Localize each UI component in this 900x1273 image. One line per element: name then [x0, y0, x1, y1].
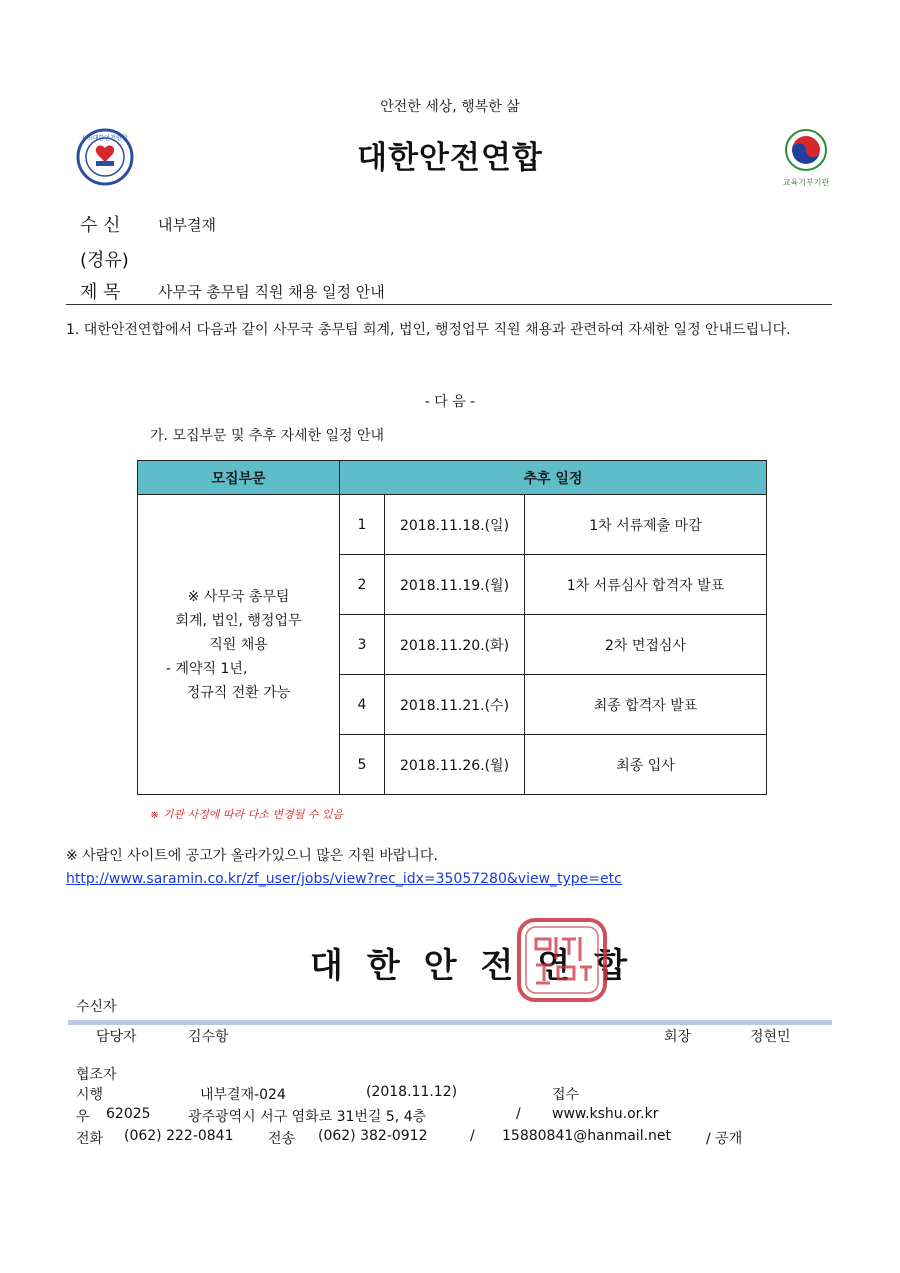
receipt-label: 접수: [552, 1087, 580, 1103]
footer-org-name: 대한안전연합: [310, 946, 652, 986]
row-number: 3: [340, 615, 385, 675]
row-date: 2018.11.18.(일): [385, 495, 525, 555]
row-date: 2018.11.19.(월): [385, 555, 525, 615]
header-category: 모집부문: [138, 461, 340, 495]
footer-divider-bar: [68, 1020, 832, 1025]
row-event: 1차 서류제출 마감: [525, 495, 767, 555]
org-title: 대한안전연합: [357, 140, 543, 176]
address-separator: /: [516, 1106, 521, 1122]
enforce-label: 시행: [76, 1087, 104, 1103]
president-name: 정현민: [750, 1029, 791, 1045]
row-date: 2018.11.26.(월): [385, 735, 525, 795]
official-red-seal-icon: [516, 917, 608, 1003]
row-event: 1차 서류심사 합격자 발표: [525, 555, 767, 615]
category-line: 회계, 법인, 행정업무: [175, 612, 302, 629]
category-line: ※ 사무국 총무팀: [187, 588, 290, 605]
header-schedule: 추후 일정: [340, 461, 767, 495]
recipient-value: 내부결재: [158, 216, 216, 234]
postal-label: 우: [76, 1109, 90, 1125]
header-divider: [66, 304, 832, 305]
body-paragraph: 1. 대한안전연합에서 다음과 같이 사무국 총무팀 회계, 법인, 행정업무 직원 채용과 관련하여 자세한 일정 안내드립니다.: [66, 322, 791, 338]
row-number: 2: [340, 555, 385, 615]
doc-date: (2018.11.12): [366, 1084, 458, 1100]
category-line: 정규직 전환 가능: [186, 684, 291, 701]
row-event: 최종 입사: [525, 735, 767, 795]
notice-text: ※ 사람인 사이트에 공고가 올라가있으니 많은 지원 바랍니다.: [66, 848, 438, 864]
public-status: / 공개: [706, 1131, 743, 1147]
row-event: 2차 면접심사: [525, 615, 767, 675]
address: 광주광역시 서구 염화로 31번길 5, 4층: [188, 1109, 427, 1125]
schedule-table: [137, 460, 767, 795]
row-date: 2018.11.21.(수): [385, 675, 525, 735]
section-title: 가. 모집부문 및 추후 자세한 일정 안내: [150, 428, 385, 444]
row-date: 2018.11.20.(화): [385, 615, 525, 675]
phone-label: 전화: [76, 1131, 104, 1147]
following-heading: - 다 음 -: [424, 394, 476, 410]
education-institution-logo-icon: [782, 128, 830, 188]
email: 15880841@hanmail.net: [502, 1128, 672, 1144]
row-number: 4: [340, 675, 385, 735]
president-label: 회장: [664, 1029, 692, 1045]
row-event: 최종 합격자 발표: [525, 675, 767, 735]
postal-code: 62025: [106, 1106, 151, 1122]
contact-separator: /: [470, 1128, 475, 1144]
category-cell: [138, 495, 340, 795]
footer-recipient-label: 수신자: [76, 999, 117, 1015]
phone-number: (062) 222-0841: [124, 1128, 234, 1144]
recipient-label: 수 신: [80, 215, 121, 236]
staff-label: 담당자: [96, 1029, 137, 1045]
schedule-change-note: ※ 기관 사정에 따라 다소 변경될 수 있음: [150, 808, 344, 821]
row-number: 1: [340, 495, 385, 555]
fax-number: (062) 382-0912: [318, 1128, 428, 1144]
category-line: - 계약직 1년,: [166, 660, 248, 677]
fax-label: 전송: [268, 1131, 296, 1147]
subject-label: 제 목: [80, 282, 121, 303]
saramin-link[interactable]: http://www.saramin.co.kr/zf_user/jobs/view?rec_idx=35057280&view_type=etc: [66, 871, 622, 887]
svg-text:(사)대한안전연합: (사)대한안전연합: [82, 135, 128, 142]
slogan: 안전한 세상, 행복한 삶: [380, 99, 520, 115]
website: www.kshu.or.kr: [552, 1106, 659, 1122]
row-number: 5: [340, 735, 385, 795]
subject-value: 사무국 총무팀 직원 채용 일정 안내: [158, 283, 385, 301]
staff-name: 김수항: [188, 1029, 229, 1045]
cooperator-label: 협조자: [76, 1067, 117, 1083]
doc-number: 내부결재-024: [200, 1087, 286, 1103]
category-line: 직원 채용: [209, 636, 268, 653]
via-label: (경유): [80, 250, 129, 271]
right-logo-caption: 교육기부기관: [782, 178, 830, 187]
